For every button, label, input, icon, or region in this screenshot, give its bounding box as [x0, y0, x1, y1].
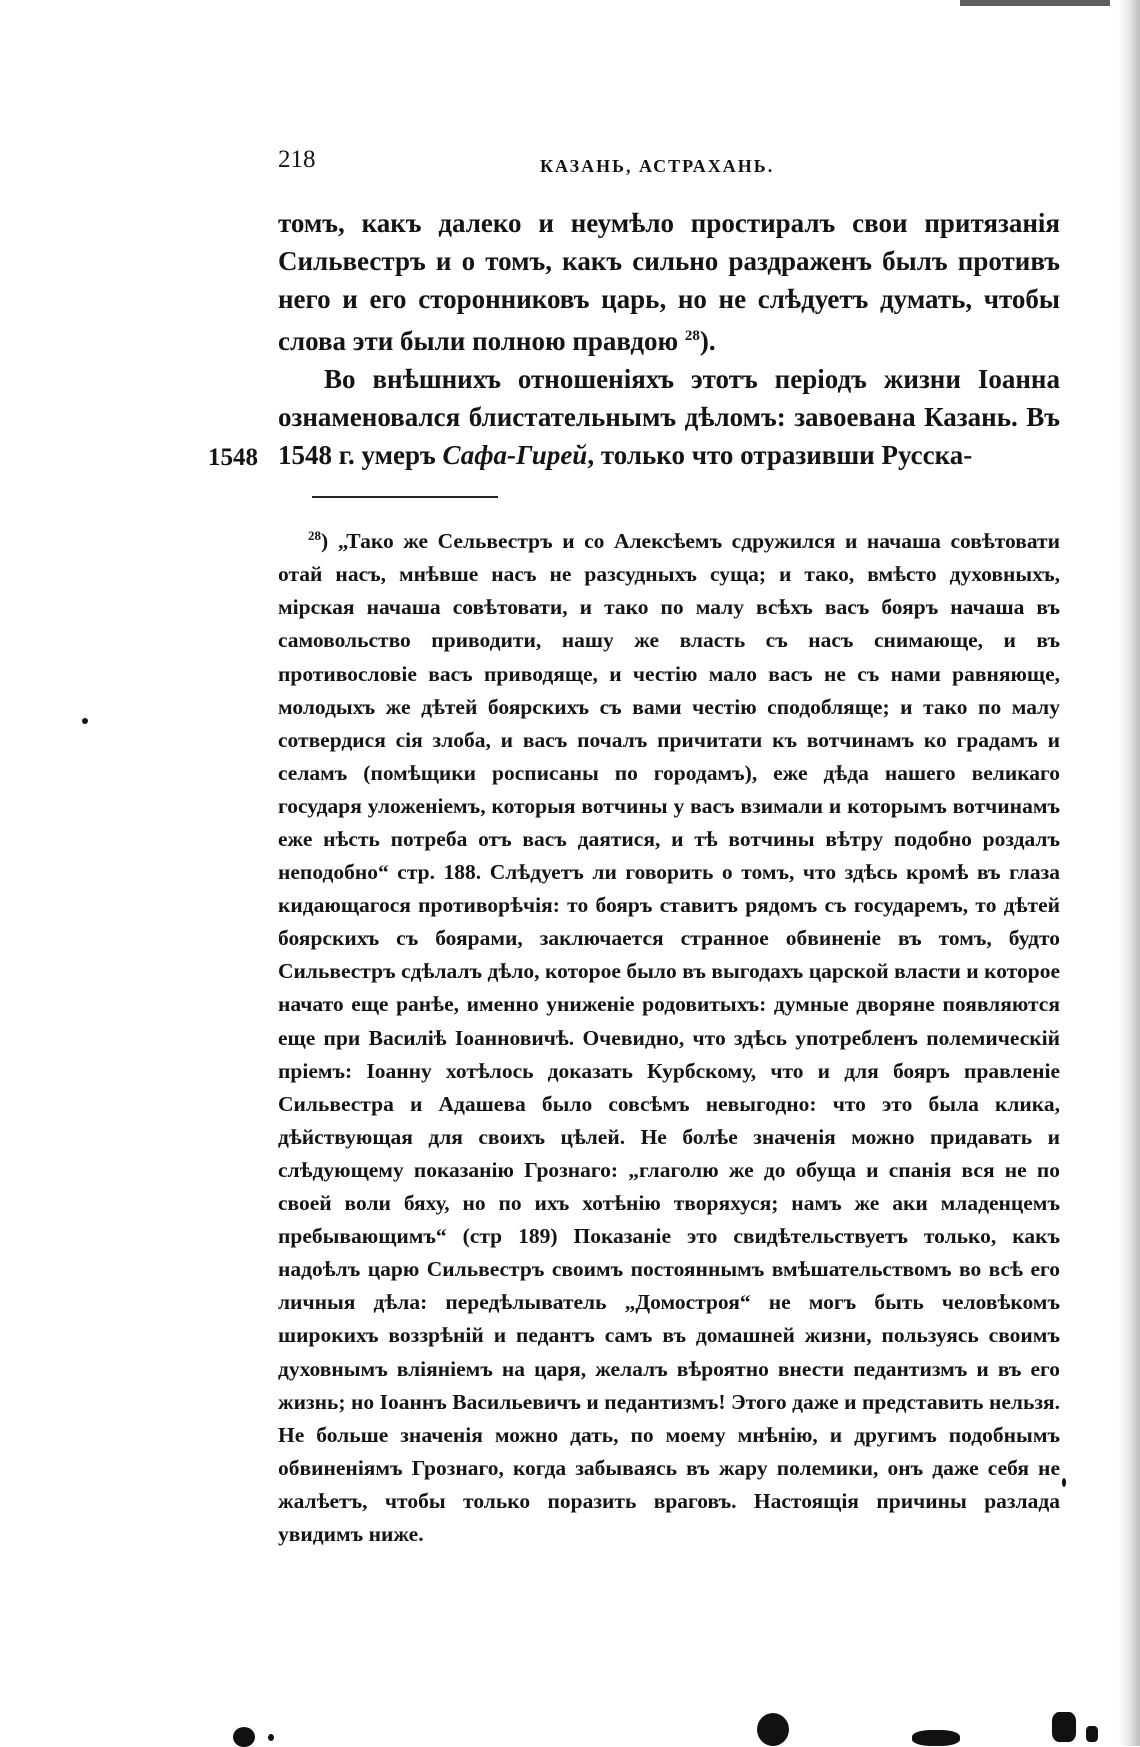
main-body-text [278, 205, 1060, 475]
ink-blot [1052, 1712, 1076, 1742]
ink-blot [268, 1734, 274, 1741]
italic-name-safa-girey: Сафа-Гирей [442, 439, 588, 470]
scan-artifact-top [960, 0, 1110, 6]
page-header [278, 146, 1068, 186]
ink-blot [912, 1730, 960, 1746]
running-title: КАЗАНЬ, АСТРАХАНЬ. [540, 156, 775, 176]
ink-blot [1086, 1726, 1098, 1742]
ink-blot [82, 718, 88, 724]
paragraph-1 [278, 205, 1060, 361]
paragraph-2-text-start: Во внѣшнихъ отношеніяхъ этотъ періодъ жизни Іоанна ознаменовался блистательнымъ дѣломъ: завоевана Казань. Въ 1548 г. умеръ [278, 364, 1060, 470]
paragraph-2-text-end: , только что отразивши Русска- [587, 439, 973, 470]
footnote-marker: 28 [308, 528, 321, 543]
footnote-divider [312, 496, 498, 498]
paragraph-1-end: ). [699, 326, 716, 357]
page-edge-shadow [1118, 0, 1140, 1746]
page-number: 218 [278, 146, 316, 173]
ink-blot [233, 1727, 255, 1747]
paragraph-1-text: томъ, какъ далеко и неумѣло простиралъ свои притязанія Сильвестръ и о томъ, какъ сильно раздраженъ былъ противъ него и его сторонниковъ царь, но не слѣдуетъ думать, чтобы слова эти были полною правдою [278, 208, 1060, 357]
footnote-text: ) „Тако же Сельвестръ и со Алексѣемъ сдружился и начаша совѣтовати отай насъ, мнѣвше насъ не разсудныхъ суща; и тако, вмѣсто духовныхъ, мірская начаша совѣтовати, и тако по малу всѣхъ васъ бояръ начаша въ самовольство приводити, нашу же власть съ насъ снимающе, и въ противословіе васъ приводяще, и честію мало васъ не съ нами равняюще, молодыхъ же дѣтей боярскихъ съ вами честію сподобляще; и тако по малу сотвердися сія злоба, и васъ почалъ причитати къ вотчинамъ ко градамъ и селамъ (помѣщики росписаны по городамъ), еже дѣда нашего великаго государя уложеніемъ, которыя вотчины у васъ взимали и которымъ вотчинамъ еже нѣсть потреба отъ васъ даятися, и тѣ вотчины вѣтру подобно роздалъ неподобно“ стр. 188. Слѣдуетъ ли говорить о томъ, что здѣсь кромѣ въ глаза кидающагося противорѣчія: то бояръ ставитъ рядомъ съ государемъ, то дѣтей боярскихъ съ боярами, заключается странное обвиненіе въ томъ, будто Сильвестръ сдѣлалъ дѣло, которое было въ выгодахъ царской власти и которое начато еще ранѣе, именно униженіе родовитыхъ: думные дворяне появляются еще при Василіѣ Іоанновичѣ. Очевидно, что здѣсь употребленъ полемическій пріемъ: Іоанну хотѣлось доказать Курбскому, что и для бояръ правленіе Сильвестра и Адашева было совсѣмъ невыгодно: что это была клика, дѣйствующая для своихъ цѣлей. Не болѣе значенія можно придавать и слѣдующему показанію Грознаго: „глаголю же до обуща и спанія вся не по своей воли бяху, но по ихъ хотѣнію творяхуся; намъ же аки младенцемъ пребывающимъ“ (стр 189) Показаніе это свидѣтельствуетъ только, какъ надоѣлъ царю Сильвестръ своимъ постояннымъ вмѣшательствомъ во всѣ его личныя дѣла: передѣлыватель „Домостроя“ не могъ быть человѣкомъ широкихъ воззрѣній и педантъ самъ въ домашней жизни, пользуясь своимъ духовнымъ вліяніемъ на царя, желалъ вѣроятно внести педантизмъ и въ его жизнь; но Іоаннъ Васильевичъ и педантизмъ! Этого даже и представить нельзя. Не больше значенія можно дать, по моему мнѣнію, и другимъ подобнымъ обвиненіямъ Грознаго, когда забываясь въ жару полемики, онъ даже себя не жалѣетъ, чтобы только поразить враговъ. Настоящія причины разлада увидимъ ниже. [278, 529, 1060, 1546]
footnote-block [278, 519, 1060, 1551]
paragraph-2 [278, 361, 1060, 474]
margin-year-note: 1548 [208, 444, 258, 471]
ink-blot [1062, 1478, 1066, 1487]
footnote-paragraph [278, 519, 1060, 1551]
ink-blot [757, 1713, 789, 1746]
footnote-reference: 28 [684, 328, 700, 345]
